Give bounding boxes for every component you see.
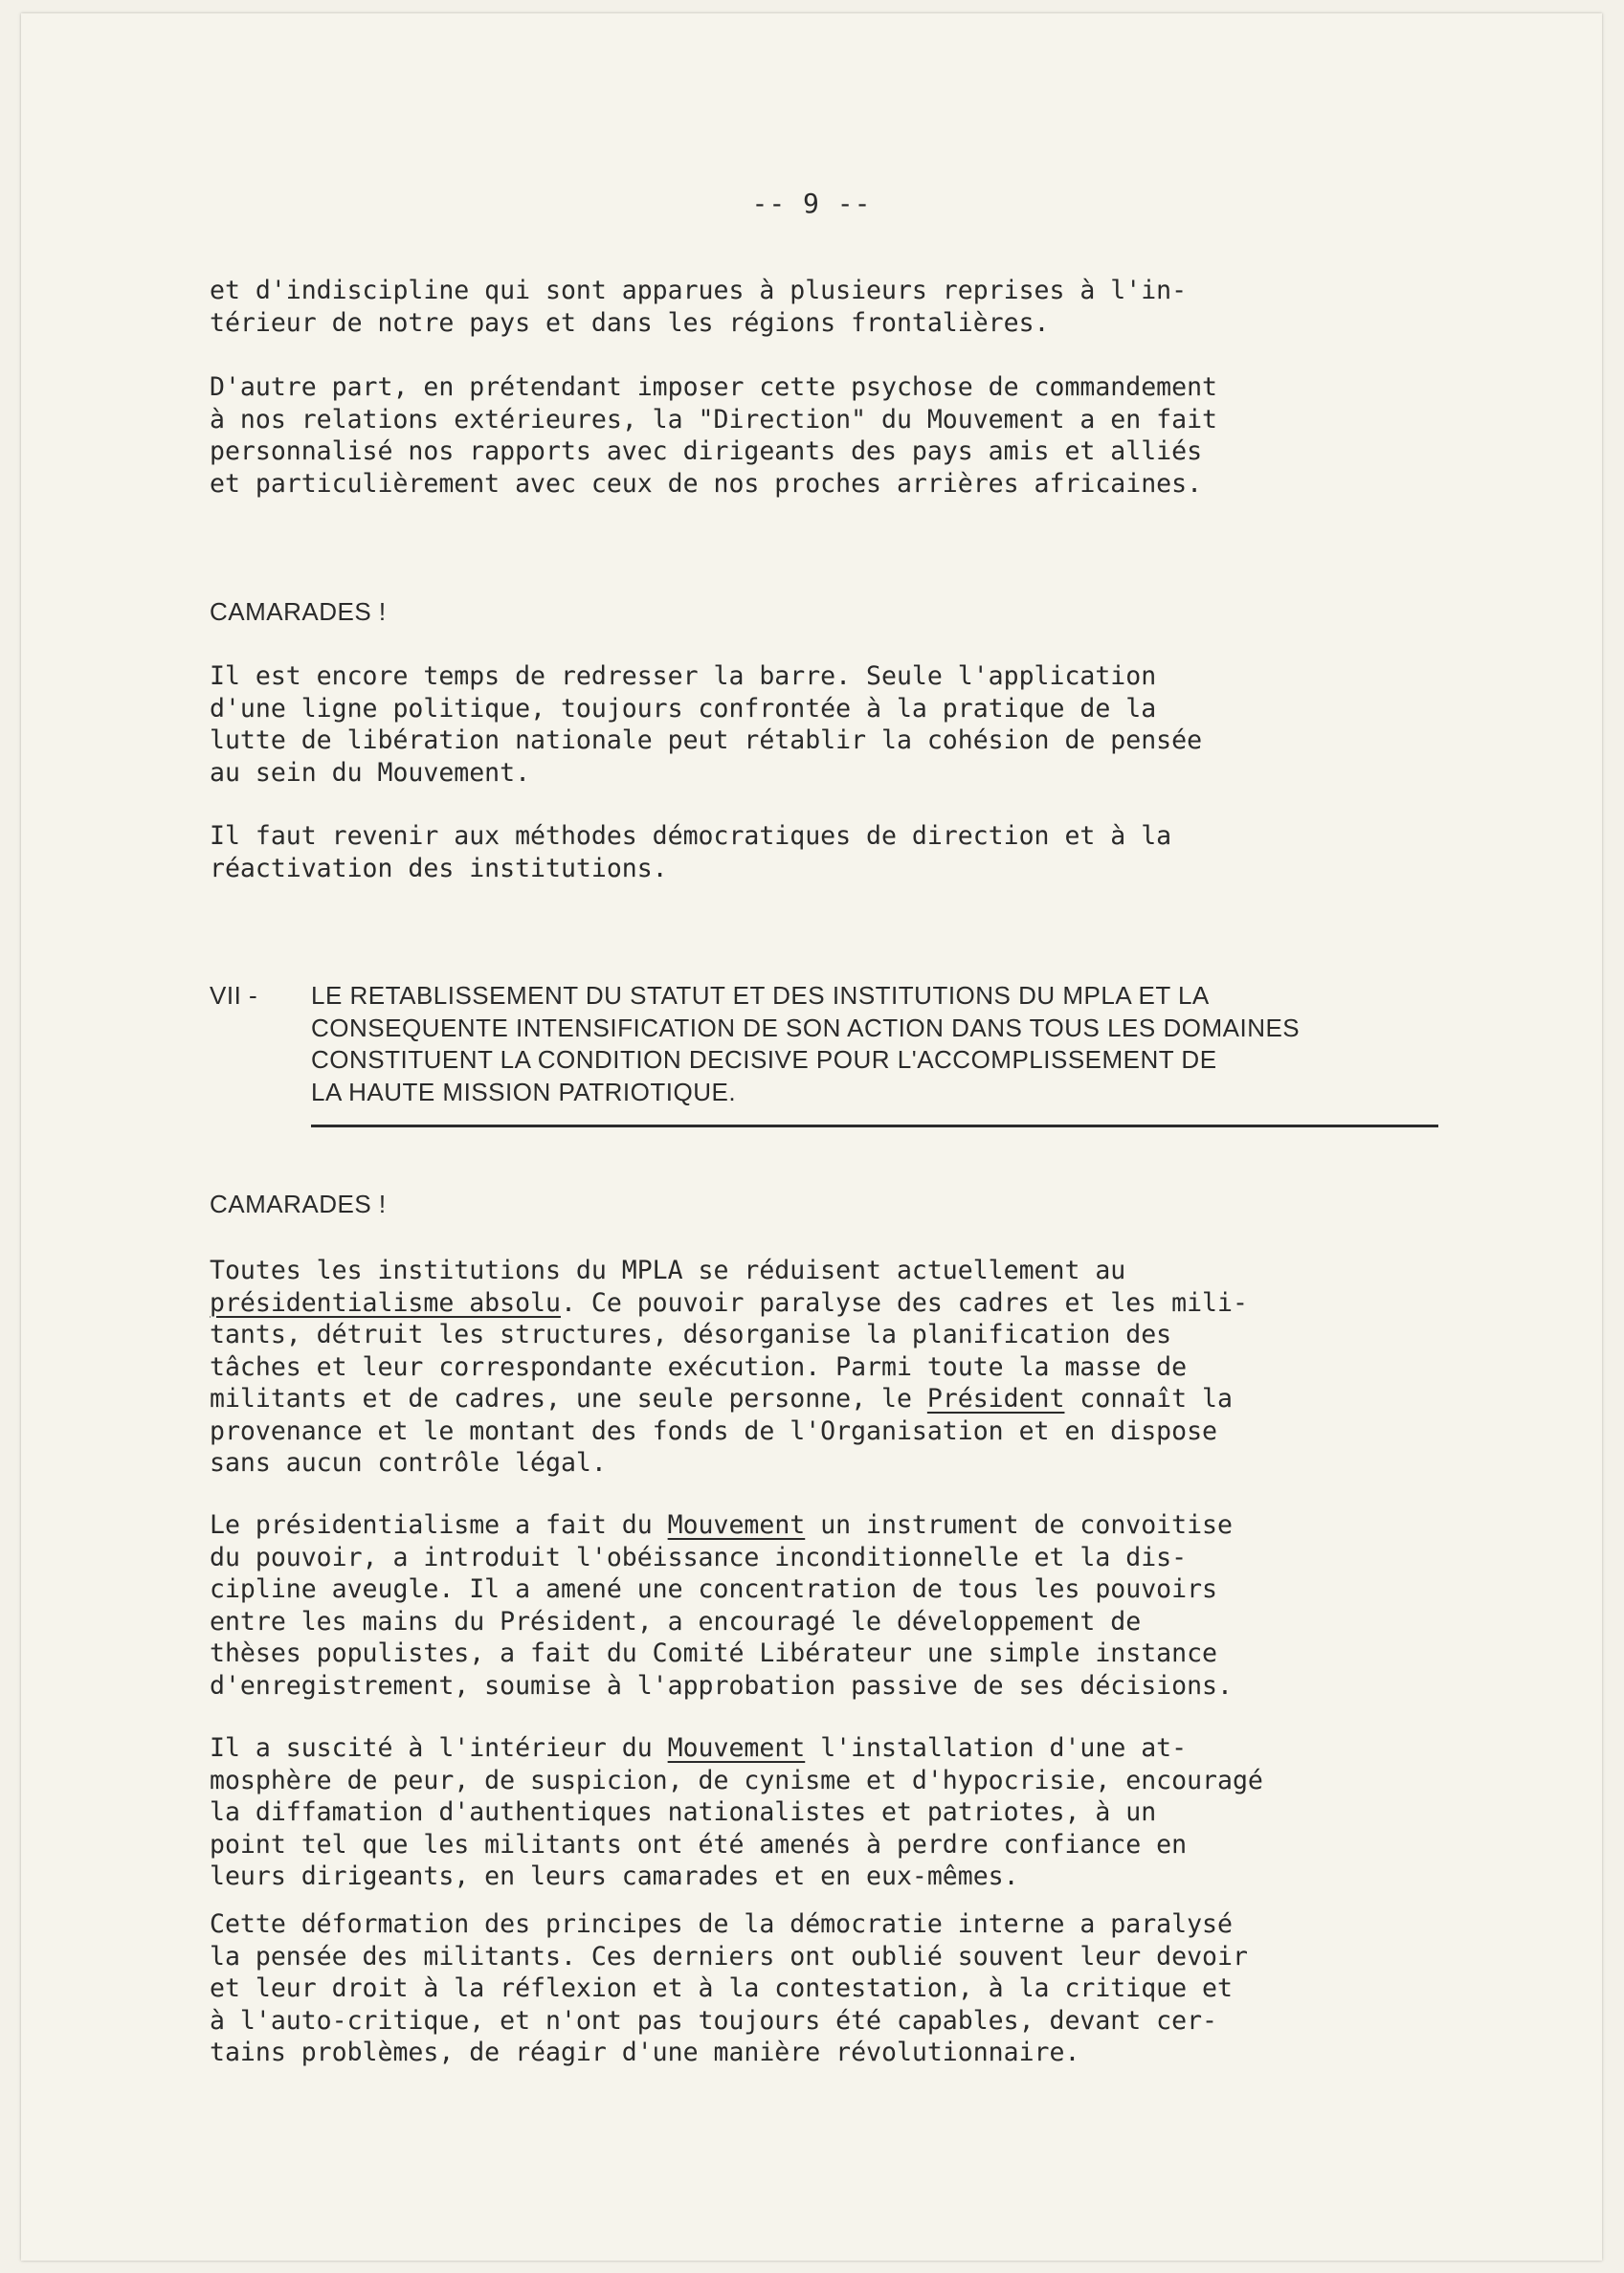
section-number: VII - xyxy=(210,981,258,1010)
section-underline-rule xyxy=(311,1125,1438,1127)
paragraph-line: à l'auto-critique, et n'ont pas toujours été capables, devant cer- xyxy=(210,2005,1217,2036)
paragraph-3 xyxy=(210,660,1454,789)
section-title-line: LA HAUTE MISSION PATRIOTIQUE. xyxy=(311,1077,737,1106)
underlined-term: présidentialisme absolu xyxy=(210,1287,561,1318)
paragraph-line: tâches et leur correspondante exécution. Parmi toute la masse de xyxy=(210,1351,1188,1382)
paragraph-line: Le présidentialisme a fait du Mouvement un instrument de convoitise xyxy=(210,1510,1233,1540)
paragraph-4 xyxy=(210,820,1454,884)
section-title xyxy=(311,980,1300,1108)
paragraph-line: d'une ligne politique, toujours confrontée à la pratique de la xyxy=(210,693,1157,724)
paragraph-line: personnalisé nos rapports avec dirigeants des pays amis et alliés xyxy=(210,436,1203,466)
paragraph-line: cipline aveugle. Il a amené une concentration de tous les pouvoirs xyxy=(210,1574,1217,1604)
paragraph-line: thèses populistes, a fait du Comité Libérateur une simple instance xyxy=(210,1638,1217,1668)
paragraph-line: leurs dirigeants, en leurs camarades et en eux-mêmes. xyxy=(210,1861,1019,1891)
section-title-line: LE RETABLISSEMENT DU STATUT ET DES INSTITUTIONS DU MPLA ET LA xyxy=(311,981,1210,1010)
paragraph-line: Cette déformation des principes de la démocratie interne a paralysé xyxy=(210,1909,1233,1939)
paragraph-7 xyxy=(210,1732,1454,1893)
camarades-heading-1: CAMARADES ! xyxy=(210,597,387,626)
paragraph-line: du pouvoir, a introduit l'obéissance inconditionnelle et la dis- xyxy=(210,1542,1188,1572)
paragraph-line: la diffamation d'authentiques nationalistes et patriotes, à un xyxy=(210,1797,1157,1827)
paragraph-2 xyxy=(210,371,1454,500)
paragraph-line: réactivation des institutions. xyxy=(210,853,668,883)
underlined-term: Président xyxy=(926,1384,1065,1414)
paragraph-line: Il est encore temps de redresser la barre. Seule l'application xyxy=(210,661,1157,691)
paragraph-line: au sein du Mouvement. xyxy=(210,757,531,788)
paragraph-line: Toutes les institutions du MPLA se réduisent actuellement au xyxy=(210,1256,1126,1285)
page-number: -- 9 -- xyxy=(751,188,872,219)
paragraph-line: sans aucun contrôle légal. xyxy=(210,1448,607,1478)
paragraph-line: provenance et le montant des fonds de l'Organisation et en dispose xyxy=(210,1415,1217,1446)
paragraph-line: la pensée des militants. Ces derniers ont oublié souvent leur devoir xyxy=(210,1941,1248,1972)
paragraph-line: mosphère de peur, de suspicion, de cynisme et d'hypocrisie, encouragé xyxy=(210,1765,1263,1795)
paragraph-line: lutte de libération nationale peut rétablir la cohésion de pensée xyxy=(210,725,1203,755)
paragraph-line: et particulièrement avec ceux de nos proches arrières africaines. xyxy=(210,468,1203,499)
section-title-line: CONSEQUENTE INTENSIFICATION DE SON ACTION DANS TOUS LES DOMAINES xyxy=(311,1013,1301,1042)
section-title-line: CONSTITUENT LA CONDITION DECISIVE POUR L'ACCOMPLISSEMENT DE xyxy=(311,1045,1217,1074)
paragraph-line: d'enregistrement, soumise à l'approbation passive de ses décisions. xyxy=(210,1670,1233,1701)
underlined-term: Mouvement xyxy=(667,1510,806,1540)
paragraph-line: et leur droit à la réflexion et à la contestation, à la critique et xyxy=(210,1973,1233,2003)
paragraph-line: à nos relations extérieures, la "Direction" du Mouvement a en fait xyxy=(210,404,1217,435)
paragraph-line: Il faut revenir aux méthodes démocratiques de direction et à la xyxy=(210,821,1172,851)
paragraph-line: présidentialisme absolu. Ce pouvoir paralyse des cadres et les mili- xyxy=(210,1287,1248,1318)
paragraph-1 xyxy=(210,275,1454,339)
paragraph-line: point tel que les militants ont été amenés à perdre confiance en xyxy=(210,1829,1188,1860)
paragraph-line: entre les mains du Président, a encouragé le développement de xyxy=(210,1606,1142,1637)
paragraph-line: D'autre part, en prétendant imposer cette psychose de commandement xyxy=(210,372,1217,402)
paragraph-line: térieur de notre pays et dans les régions frontalières. xyxy=(210,307,1050,338)
paragraph-6 xyxy=(210,1509,1454,1702)
section-vii-heading xyxy=(210,980,1454,1114)
paragraph-line: militants et de cadres, une seule personne, le Président connaît la xyxy=(210,1384,1233,1414)
camarades-heading-2: CAMARADES ! xyxy=(210,1190,387,1218)
paragraph-line: tains problèmes, de réagir d'une manière révolutionnaire. xyxy=(210,2038,1080,2067)
paragraph-line: et d'indiscipline qui sont apparues à plusieurs reprises à l'in- xyxy=(210,276,1188,305)
paragraph-5 xyxy=(210,1255,1454,1480)
paragraph-8 xyxy=(210,1908,1454,2069)
underlined-term: Mouvement xyxy=(667,1733,806,1763)
paragraph-line: Il a suscité à l'intérieur du Mouvement l'installation d'une at- xyxy=(210,1733,1188,1763)
paragraph-line: tants, détruit les structures, désorganise la planification des xyxy=(210,1320,1172,1349)
